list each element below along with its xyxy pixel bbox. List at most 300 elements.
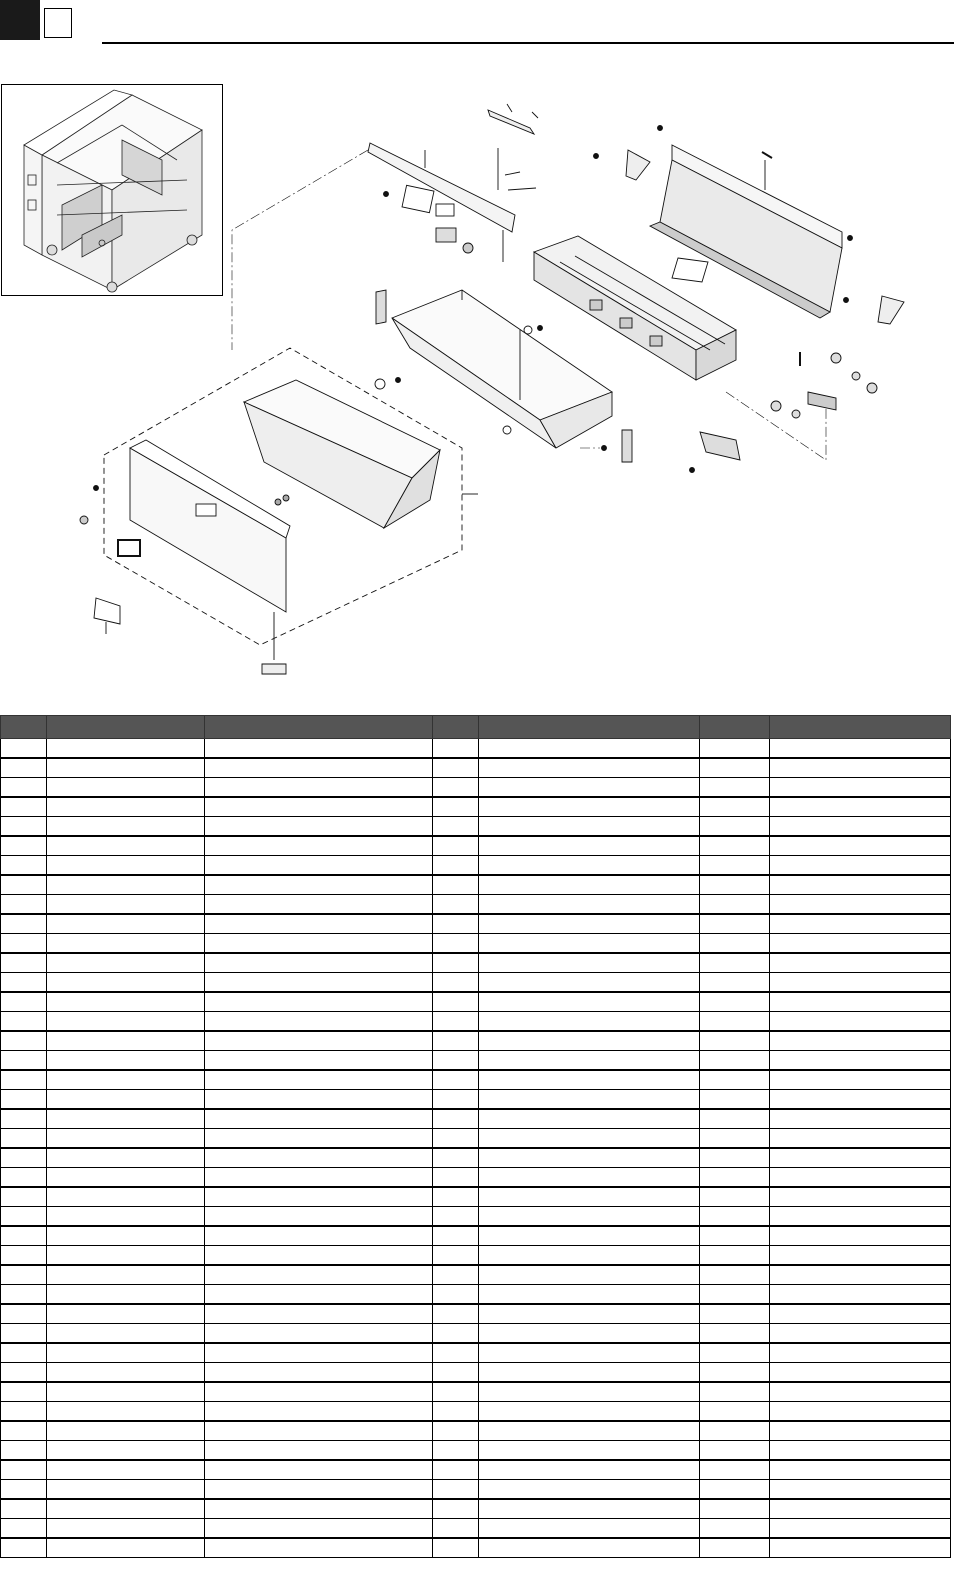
table-cell: [433, 1168, 479, 1188]
table-cell: [479, 1538, 700, 1558]
table-cell: [433, 739, 479, 759]
table-cell: [47, 1460, 205, 1480]
table-cell: [205, 1070, 433, 1090]
table-cell: [47, 1246, 205, 1266]
table-cell: [479, 856, 700, 876]
table-cell: [479, 973, 700, 993]
table-cell: [700, 739, 770, 759]
table-row: [1, 1499, 951, 1519]
table-cell: [205, 973, 433, 993]
table-cell: [205, 1499, 433, 1519]
table-cell: [479, 875, 700, 895]
table-cell: [770, 1519, 951, 1539]
table-cell: [770, 1460, 951, 1480]
table-cell: [47, 1382, 205, 1402]
table-cell: [47, 1168, 205, 1188]
table-row: [1, 1538, 951, 1558]
table-cell: [770, 739, 951, 759]
table-cell: [205, 1382, 433, 1402]
table-cell: [433, 992, 479, 1012]
table-cell: [479, 1051, 700, 1071]
table-row: [1, 1031, 951, 1051]
table-cell: [205, 1363, 433, 1383]
table-cell: [47, 914, 205, 934]
table-cell: [479, 1460, 700, 1480]
table-cell: [47, 1090, 205, 1110]
table-cell: [700, 1207, 770, 1227]
table-row: [1, 934, 951, 954]
table-cell: [1, 1051, 47, 1071]
table-row: [1, 1402, 951, 1422]
table-row: [1, 1421, 951, 1441]
table-cell: [205, 1226, 433, 1246]
table-row: [1, 1168, 951, 1188]
table-cell: [433, 836, 479, 856]
table-cell: [479, 797, 700, 817]
table-cell: [47, 973, 205, 993]
table-cell: [1, 1109, 47, 1129]
table-cell: [479, 1324, 700, 1344]
table-cell: [47, 992, 205, 1012]
table-cell: [700, 1031, 770, 1051]
table-cell: [205, 1343, 433, 1363]
table-cell: [770, 1012, 951, 1032]
table-row: [1, 1187, 951, 1207]
table-cell: [770, 895, 951, 915]
col-header-qty: [700, 716, 770, 739]
table-cell: [770, 1168, 951, 1188]
table-cell: [433, 1499, 479, 1519]
col-header-no: [1, 716, 47, 739]
table-cell: [700, 797, 770, 817]
table-cell: [479, 1285, 700, 1305]
table-cell: [770, 1051, 951, 1071]
table-cell: [770, 1226, 951, 1246]
table-cell: [205, 914, 433, 934]
table-cell: [205, 1519, 433, 1539]
table-cell: [47, 1324, 205, 1344]
table-cell: [433, 758, 479, 778]
table-cell: [433, 1285, 479, 1305]
table-cell: [205, 1246, 433, 1266]
table-row: [1, 1265, 951, 1285]
table-cell: [205, 1421, 433, 1441]
table-row: [1, 1324, 951, 1344]
table-cell: [433, 1460, 479, 1480]
table-cell: [433, 1538, 479, 1558]
section-number-box: [44, 8, 72, 38]
table-cell: [205, 778, 433, 798]
table-cell: [433, 934, 479, 954]
table-cell: [205, 1109, 433, 1129]
table-cell: [433, 1090, 479, 1110]
exploded-parts-diagram: [0, 95, 954, 695]
table-row: [1, 1148, 951, 1168]
table-cell: [479, 992, 700, 1012]
table-cell: [1, 1441, 47, 1461]
table-cell: [1, 1207, 47, 1227]
table-row: [1, 758, 951, 778]
table-cell: [700, 1460, 770, 1480]
header-rule: [102, 42, 954, 44]
table-cell: [770, 1109, 951, 1129]
table-cell: [1, 739, 47, 759]
table-cell: [47, 1402, 205, 1422]
table-cell: [433, 1109, 479, 1129]
table-cell: [700, 1051, 770, 1071]
table-cell: [479, 758, 700, 778]
col-header-description-2: [770, 716, 951, 739]
table-cell: [47, 1012, 205, 1032]
table-cell: [770, 1363, 951, 1383]
table-cell: [205, 1265, 433, 1285]
table-cell: [700, 1129, 770, 1149]
table-cell: [700, 1363, 770, 1383]
table-cell: [479, 1226, 700, 1246]
table-cell: [205, 1012, 433, 1032]
table-cell: [700, 1519, 770, 1539]
table-cell: [47, 1538, 205, 1558]
table-cell: [47, 778, 205, 798]
table-cell: [433, 1480, 479, 1500]
table-cell: [479, 1168, 700, 1188]
table-cell: [770, 817, 951, 837]
table-cell: [205, 1051, 433, 1071]
table-cell: [1, 992, 47, 1012]
table-cell: [770, 1343, 951, 1363]
table-cell: [479, 1031, 700, 1051]
table-row: [1, 1070, 951, 1090]
table-cell: [479, 778, 700, 798]
table-cell: [1, 1090, 47, 1110]
table-cell: [205, 1207, 433, 1227]
table-row: [1, 1343, 951, 1363]
table-cell: [205, 953, 433, 973]
table-cell: [700, 1090, 770, 1110]
table-cell: [47, 895, 205, 915]
table-cell: [770, 1070, 951, 1090]
table-cell: [700, 1226, 770, 1246]
table-cell: [770, 1207, 951, 1227]
table-cell: [1, 1324, 47, 1344]
table-cell: [770, 1382, 951, 1402]
table-cell: [479, 1382, 700, 1402]
table-cell: [205, 1441, 433, 1461]
table-cell: [479, 1207, 700, 1227]
table-cell: [479, 836, 700, 856]
table-cell: [700, 1285, 770, 1305]
table-row: [1, 1285, 951, 1305]
table-cell: [1, 1480, 47, 1500]
table-cell: [205, 836, 433, 856]
table-cell: [479, 934, 700, 954]
table-row: [1, 1109, 951, 1129]
table-cell: [47, 1343, 205, 1363]
table-cell: [205, 817, 433, 837]
table-cell: [1, 1148, 47, 1168]
table-cell: [433, 1187, 479, 1207]
table-cell: [700, 758, 770, 778]
table-cell: [770, 1246, 951, 1266]
table-cell: [479, 1109, 700, 1129]
table-cell: [700, 1265, 770, 1285]
table-cell: [205, 1480, 433, 1500]
table-cell: [700, 934, 770, 954]
table-cell: [479, 1304, 700, 1324]
table-cell: [433, 1441, 479, 1461]
table-cell: [770, 1265, 951, 1285]
table-row: [1, 1226, 951, 1246]
table-cell: [47, 1441, 205, 1461]
table-cell: [205, 1148, 433, 1168]
table-row: [1, 875, 951, 895]
table-cell: [433, 1207, 479, 1227]
table-cell: [479, 1148, 700, 1168]
table-cell: [1, 1402, 47, 1422]
table-cell: [700, 953, 770, 973]
table-cell: [700, 1148, 770, 1168]
table-cell: [770, 1324, 951, 1344]
table-row: [1, 1382, 951, 1402]
table-cell: [700, 1480, 770, 1500]
table-cell: [700, 1441, 770, 1461]
table-cell: [47, 817, 205, 837]
table-cell: [770, 1129, 951, 1149]
table-cell: [700, 895, 770, 915]
table-cell: [47, 856, 205, 876]
table-row: [1, 973, 951, 993]
table-cell: [479, 739, 700, 759]
table-cell: [205, 992, 433, 1012]
table-cell: [770, 1441, 951, 1461]
table-cell: [700, 1246, 770, 1266]
table-row: [1, 739, 951, 759]
table-cell: [205, 1129, 433, 1149]
table-cell: [433, 1246, 479, 1266]
table-cell: [770, 1499, 951, 1519]
table-cell: [205, 1402, 433, 1422]
table-cell: [1, 1226, 47, 1246]
table-cell: [47, 1187, 205, 1207]
table-row: [1, 1207, 951, 1227]
table-cell: [770, 1031, 951, 1051]
table-row: [1, 817, 951, 837]
table-cell: [205, 1031, 433, 1051]
table-cell: [433, 875, 479, 895]
table-cell: [479, 895, 700, 915]
table-cell: [770, 914, 951, 934]
table-cell: [433, 1402, 479, 1422]
table-cell: [47, 1207, 205, 1227]
table-cell: [770, 856, 951, 876]
table-cell: [770, 953, 951, 973]
table-cell: [770, 934, 951, 954]
table-cell: [433, 1129, 479, 1149]
table-row: [1, 778, 951, 798]
table-row: [1, 1246, 951, 1266]
col-header-part-number-2: [479, 716, 700, 739]
table-cell: [47, 1285, 205, 1305]
table-cell: [1, 758, 47, 778]
table-cell: [770, 1480, 951, 1500]
table-cell: [700, 1070, 770, 1090]
table-cell: [1, 778, 47, 798]
table-cell: [770, 1285, 951, 1305]
table-row: [1, 895, 951, 915]
table-cell: [700, 1382, 770, 1402]
table-cell: [770, 1421, 951, 1441]
table-cell: [205, 1538, 433, 1558]
table-cell: [700, 1538, 770, 1558]
table-row: [1, 1519, 951, 1539]
table-cell: [47, 875, 205, 895]
table-cell: [700, 778, 770, 798]
table-cell: [433, 1304, 479, 1324]
table-cell: [47, 797, 205, 817]
table-cell: [47, 1480, 205, 1500]
table-cell: [433, 1382, 479, 1402]
table-cell: [770, 992, 951, 1012]
table-cell: [1, 914, 47, 934]
table-cell: [479, 1129, 700, 1149]
table-row: [1, 836, 951, 856]
table-cell: [479, 1421, 700, 1441]
table-cell: [700, 1187, 770, 1207]
table-cell: [205, 895, 433, 915]
table-cell: [700, 875, 770, 895]
table-row: [1, 1012, 951, 1032]
table-row: [1, 953, 951, 973]
table-cell: [205, 758, 433, 778]
table-cell: [47, 836, 205, 856]
table-cell: [1, 1246, 47, 1266]
table-row: [1, 1460, 951, 1480]
section-tab: [0, 0, 40, 40]
table-cell: [479, 914, 700, 934]
table-cell: [433, 1226, 479, 1246]
table-cell: [700, 1421, 770, 1441]
table-cell: [433, 1148, 479, 1168]
table-cell: [770, 1187, 951, 1207]
table-cell: [700, 1109, 770, 1129]
table-cell: [1, 895, 47, 915]
table-cell: [205, 739, 433, 759]
col-header-description: [205, 716, 433, 739]
table-cell: [770, 1090, 951, 1110]
table-cell: [770, 1304, 951, 1324]
table-cell: [479, 1343, 700, 1363]
table-cell: [205, 1460, 433, 1480]
table-cell: [479, 817, 700, 837]
table-cell: [700, 973, 770, 993]
table-cell: [433, 1031, 479, 1051]
table-row: [1, 797, 951, 817]
table-row: [1, 1129, 951, 1149]
table-cell: [47, 1070, 205, 1090]
table-cell: [700, 914, 770, 934]
table-cell: [433, 895, 479, 915]
table-cell: [433, 778, 479, 798]
table-cell: [770, 758, 951, 778]
table-cell: [433, 1324, 479, 1344]
table-cell: [433, 797, 479, 817]
table-cell: [479, 1499, 700, 1519]
table-cell: [433, 856, 479, 876]
table-cell: [700, 1324, 770, 1344]
table-cell: [433, 1421, 479, 1441]
table-cell: [47, 1051, 205, 1071]
table-row: [1, 1090, 951, 1110]
table-cell: [205, 1168, 433, 1188]
table-cell: [1, 1187, 47, 1207]
table-row: [1, 1363, 951, 1383]
table-cell: [479, 1265, 700, 1285]
table-cell: [1, 1343, 47, 1363]
table-cell: [47, 953, 205, 973]
table-cell: [770, 973, 951, 993]
table-cell: [47, 1363, 205, 1383]
table-cell: [770, 1538, 951, 1558]
table-cell: [47, 1031, 205, 1051]
table-cell: [47, 1148, 205, 1168]
table-cell: [1, 817, 47, 837]
table-cell: [205, 1090, 433, 1110]
table-cell: [700, 836, 770, 856]
table-cell: [1, 1304, 47, 1324]
table-cell: [47, 1421, 205, 1441]
table-cell: [770, 778, 951, 798]
table-cell: [433, 914, 479, 934]
table-cell: [700, 1343, 770, 1363]
table-cell: [47, 1226, 205, 1246]
table-cell: [479, 1246, 700, 1266]
table-cell: [1, 836, 47, 856]
table-cell: [479, 1090, 700, 1110]
table-cell: [205, 1187, 433, 1207]
table-cell: [205, 1285, 433, 1305]
table-cell: [770, 836, 951, 856]
table-cell: [433, 1051, 479, 1071]
table-cell: [479, 1402, 700, 1422]
table-cell: [47, 1265, 205, 1285]
table-row: [1, 1304, 951, 1324]
parts-table-body: [1, 739, 951, 1558]
table-cell: [205, 1304, 433, 1324]
col-header-no-2: [433, 716, 479, 739]
table-cell: [479, 1480, 700, 1500]
table-cell: [47, 739, 205, 759]
table-cell: [479, 1441, 700, 1461]
table-row: [1, 1441, 951, 1461]
table-cell: [1, 1382, 47, 1402]
table-cell: [47, 1304, 205, 1324]
table-cell: [1, 953, 47, 973]
table-cell: [1, 1168, 47, 1188]
table-header-row: [1, 716, 951, 739]
table-cell: [433, 1343, 479, 1363]
table-cell: [47, 1109, 205, 1129]
table-cell: [1, 1363, 47, 1383]
table-cell: [47, 1519, 205, 1539]
table-cell: [205, 934, 433, 954]
table-row: [1, 1051, 951, 1071]
table-cell: [1, 856, 47, 876]
table-cell: [47, 1499, 205, 1519]
table-cell: [700, 817, 770, 837]
table-cell: [433, 1363, 479, 1383]
table-cell: [205, 856, 433, 876]
table-cell: [770, 1148, 951, 1168]
